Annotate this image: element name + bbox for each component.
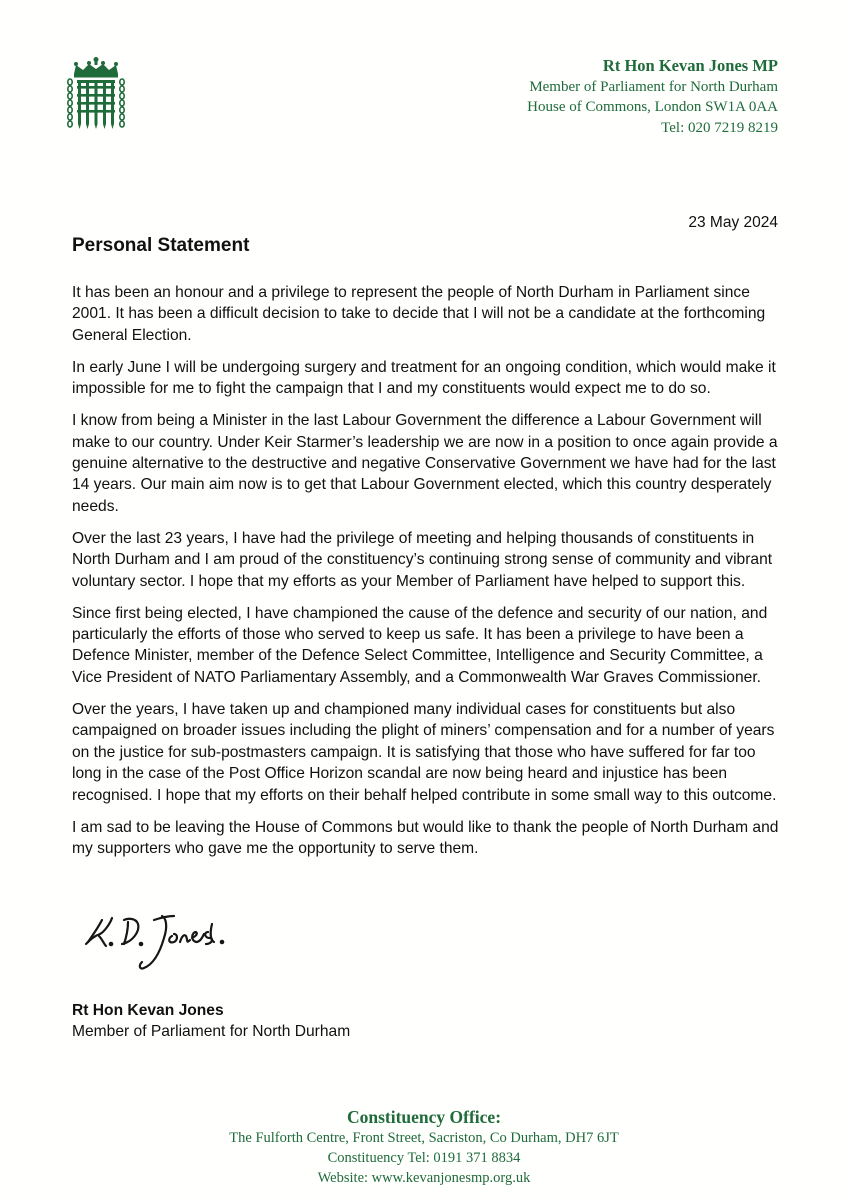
statement-title: Personal Statement — [72, 235, 250, 256]
footer-telephone: Constituency Tel: 0191 371 8834 — [327, 1150, 521, 1166]
sender-block — [527, 56, 778, 138]
paragraph: Since first being elected, I have championed the cause of the defence and security of our nation, and particularly the efforts of those who served to keep us safe. It has been a privilege to have been a Defence Minister, member of the Defence Select Committee, Intelligence and Security Committee, a Vice President of NATO Parliamentary Assembly, and a Commonwealth War Graves Commissioner. — [72, 604, 768, 686]
signoff-name: Rt Hon Kevan Jones — [72, 1002, 224, 1019]
paragraph: Over the last 23 years, I have had the privilege of meeting and helping thousands of constituents in North Durham and I am proud of the constituency’s continuing strong sense of community and vibrant voluntary sector. I hope that my efforts as your Member of Parliament have helped to support this. — [72, 529, 773, 590]
sender-address: House of Commons, London SW1A 0AA — [527, 99, 778, 115]
paragraph: I know from being a Minister in the last Labour Government the difference a Labour Government will make to our country. Under Keir Starmer’s leadership we are now in a position to once again provide a genuine alternative to the destructive and negative Conservative Government we have had for the last 14 years. Our main aim now is to get that Labour Government elected, which this country desperately needs. — [72, 412, 778, 515]
paragraph: Over the years, I have taken up and championed many individual cases for constituents but also campaigned on broader issues including the plight of miners’ compensation and for a number of years on the justice for sub-postmasters campaign. It is satisfying that those who have suffered for far too long in the case of the Post Office Horizon scandal are now being heard and injustice has been recognised. I hope that my efforts on their behalf helped contribute in some small way to this outcome. — [72, 700, 777, 804]
footer-website: Website: www.kevanjonesmp.org.uk — [317, 1170, 531, 1186]
paragraph: It has been an honour and a privilege to represent the people of North Durham in Parliament since 2001. It has been a difficult decision to take to decide that I will not be a candidate at the forthcoming General Election. — [72, 284, 766, 344]
portcullis-crest-icon — [64, 56, 128, 130]
letter-date: 23 May 2024 — [688, 214, 778, 231]
sender-telephone: Tel: 020 7219 8219 — [661, 119, 778, 136]
footer-address: The Fulforth Centre, Front Street, Sacriston, Co Durham, DH7 6JT — [229, 1130, 619, 1146]
paragraph: In early June I will be undergoing surgery and treatment for an ongoing condition, which would make it impossible for me to fight the campaign that I and my constituents would expect me to do so. — [72, 358, 776, 398]
paragraph: I am sad to be leaving the House of Commons but would like to thank the people of North Durham and my supporters who gave me the opportunity to serve them. — [72, 818, 779, 857]
signoff-role: Member of Parliament for North Durham — [72, 1023, 351, 1041]
statement-body — [72, 282, 784, 870]
signoff-block — [72, 1000, 350, 1043]
handwritten-signature — [84, 906, 244, 976]
footer-title: Constituency Office: — [346, 1107, 502, 1127]
sender-name: Rt Hon Kevan Jones MP — [602, 56, 778, 75]
footer-constituency-office — [0, 1106, 848, 1188]
sender-role: Member of Parliament for North Durham — [529, 78, 778, 95]
